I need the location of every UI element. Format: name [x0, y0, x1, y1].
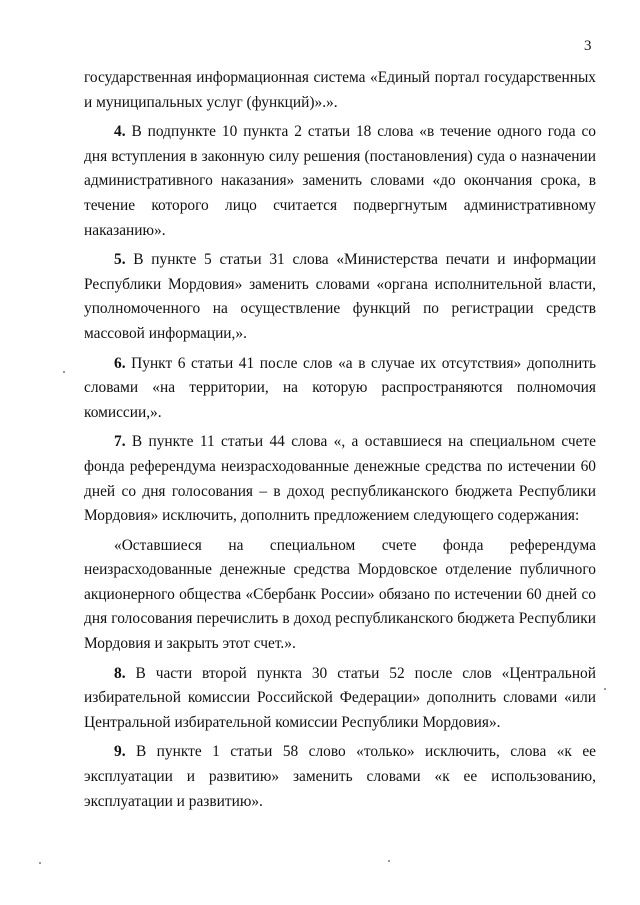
paragraph-quote — [84, 534, 596, 657]
paragraph-continuation — [84, 66, 596, 115]
scan-speck — [604, 688, 606, 690]
item-number: 7. — [114, 433, 126, 451]
scan-speck — [63, 371, 65, 373]
paragraph-item-7 — [84, 430, 596, 528]
item-number: 9. — [114, 743, 126, 761]
item-number: 8. — [114, 664, 126, 682]
paragraph-text: В пункте 5 статьи 31 слова «Министерства печати и информации Республики Мордовия» заменить словами «органа исполнительной власти, уполномоченного на осуществление функций по регистрации средств массовой информации,». — [84, 251, 596, 342]
paragraph-text: В пункте 11 статьи 44 слова «, а оставшиеся на специальном счете фонда референдума неизрасходованные денежные средства по истечении 60 дней со дня голосования – в доход республиканского бюджета Республики Мордовия» исключить, дополнить предложением следующего содержания: — [84, 433, 596, 525]
paragraph-text: В части второй пункта 30 статьи 52 после слов «Центральной избирательной комиссии Российской Федерации» дополнить словами «или Центральной избирательной комиссии Республики Мордовия». — [84, 664, 596, 731]
paragraph-text: «Оставшиеся на специальном счете фонда референдума неизрасходованные денежные средства Мордовское отделение публичного акционерного общества «Сбербанк России» обязано по истечении 60 дней со дня голосования перечислить в доход республиканского бюджета Республики Мордовия и закрыть этот счет.». — [84, 536, 596, 653]
item-number: 5. — [114, 251, 126, 269]
scan-speck — [388, 860, 390, 862]
paragraph-item-4 — [84, 120, 596, 243]
scan-speck — [39, 862, 41, 864]
document-body — [84, 66, 596, 814]
item-number: 4. — [114, 123, 126, 141]
paragraph-text: В пункте 1 статьи 58 слово «только» исключить, слова «к ее эксплуатации и развитию» заменить словами «к ее использованию, эксплуатации и развитию». — [84, 743, 596, 810]
page-number: 3 — [584, 38, 592, 54]
paragraph-item-8 — [84, 662, 596, 736]
paragraph-item-9 — [84, 740, 596, 814]
paragraph-text: государственная информационная система «Единый портал государственных и муниципальных услуг (функций)».». — [84, 69, 596, 111]
paragraph-item-5 — [84, 248, 596, 346]
paragraph-text: Пункт 6 статьи 41 после слов «а в случае их отсутствия» дополнить словами «на территории, на которую распространяются полномочия комиссии,». — [84, 354, 596, 421]
paragraph-item-6 — [84, 352, 596, 426]
item-number: 6. — [114, 354, 126, 372]
paragraph-text: В подпункте 10 пункта 2 статьи 18 слова «в течение одного года со дня вступления в законную силу решения (постановления) суда о назначении административного наказания» заменить словами «до окончания срока, в течение которого лицо считается подвергнутым административному наказанию». — [84, 123, 596, 239]
